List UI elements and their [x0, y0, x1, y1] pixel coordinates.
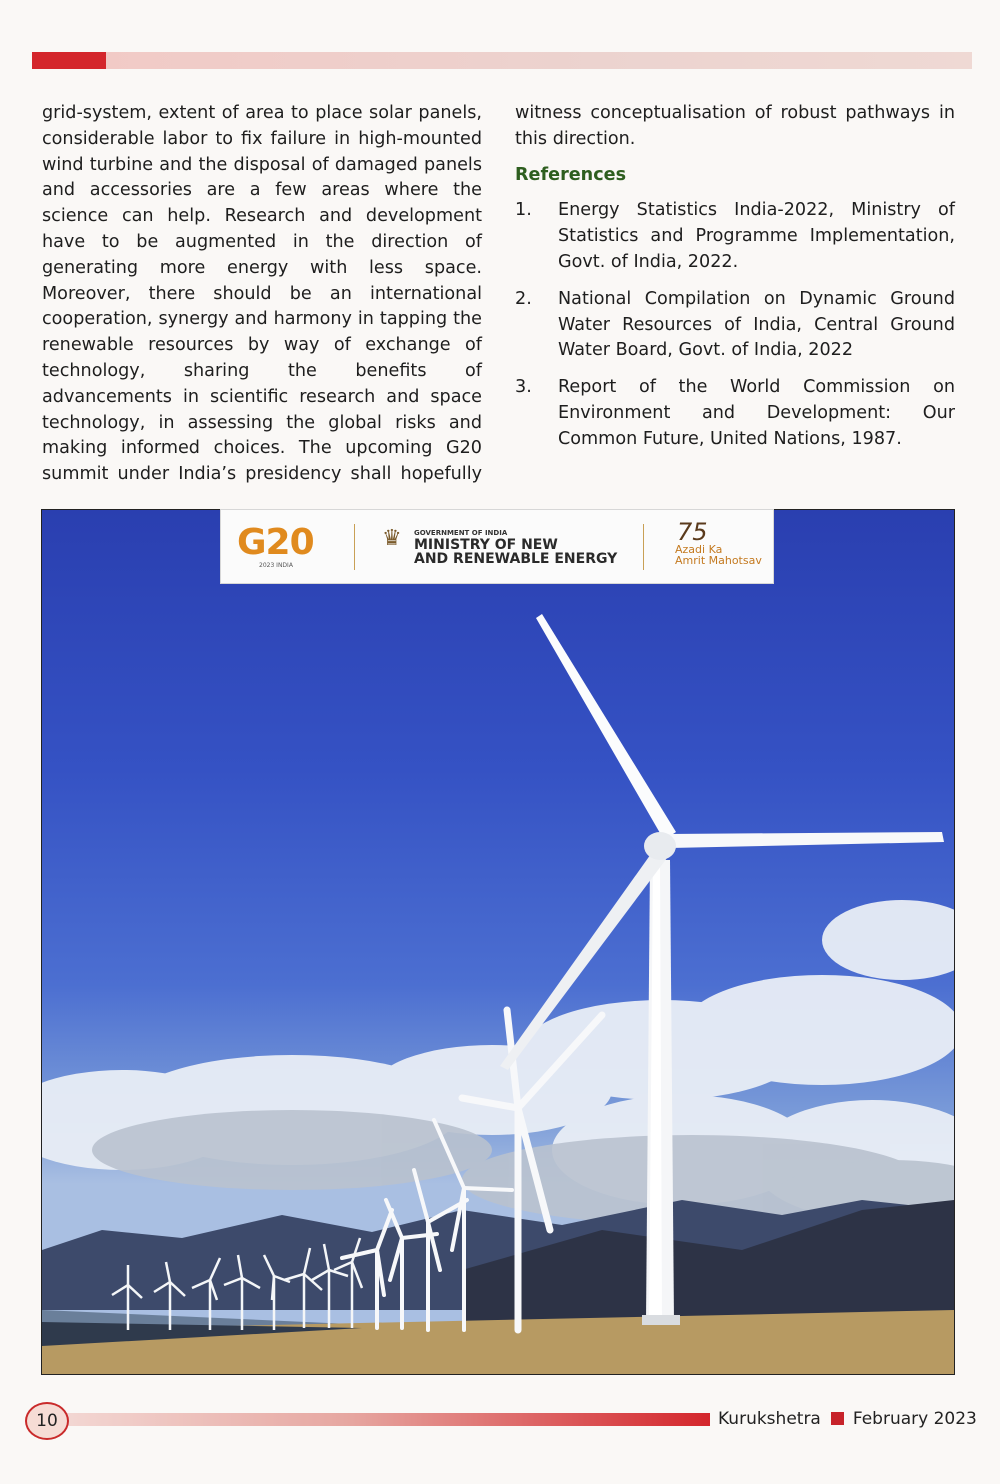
reference-number: 3.	[515, 377, 532, 398]
header-rule-accent	[32, 52, 106, 69]
ministry-line-2: AND RENEWABLE ENERGY	[414, 551, 618, 567]
body-paragraph-right: witness conceptualisation of robust pathways in this direction.	[515, 103, 955, 149]
issue-date: February 2023	[852, 1409, 977, 1429]
page-number: 10	[25, 1402, 69, 1440]
wind-farm-illustration	[42, 510, 954, 1374]
reference-number: 2.	[515, 288, 532, 309]
reference-text: Report of the World Commission on Environment and Development: Our Common Future, United Nations, 1987.	[558, 377, 955, 449]
reference-item	[515, 198, 955, 275]
reference-text: National Compilation on Dynamic Ground Water Resources of India, Central Ground Water Board, Govt. of India, 2022	[558, 288, 955, 361]
footer-square-icon	[831, 1412, 844, 1425]
body-paragraph-left: grid-system, extent of area to place solar panels, considerable labor to fix failure in high-mounted wind turbine and the disposal of damaged panels and accessories are a few areas where the science can help. Research and development have to be augmented in the direction of generating more energy with less space. Moreover, there should be an international cooperation, synergy and harmony in tapping the renewable resources by way of exchange of technology, sharing the benefits of advancements in scientific research and space technology, in assessing the global risks and making informed choices. The upcoming G20 summit under India’s presidency shall hopefully	[42, 103, 482, 485]
references-heading: References	[515, 164, 627, 185]
national-emblem-icon: ♛	[382, 526, 402, 551]
logo-banner	[220, 509, 774, 584]
azadi-line-1: Azadi Ka	[675, 543, 723, 556]
g20-logo: G20	[237, 522, 314, 563]
azadi-75-logo: 75	[677, 518, 708, 546]
header-rule	[32, 52, 972, 69]
azadi-line-2: Amrit Mahotsav	[675, 554, 762, 567]
reference-item	[515, 287, 955, 364]
footer-credit	[718, 1409, 977, 1429]
logo-divider	[354, 524, 355, 570]
ministry-name	[414, 538, 617, 566]
reference-item	[515, 375, 955, 452]
g20-logo-subtitle: 2023 INDIA	[259, 562, 293, 569]
logo-divider	[643, 524, 644, 570]
reference-text: Energy Statistics India-2022, Ministry of Statistics and Programme Implementation, Govt. of India, 2022.	[558, 200, 955, 272]
reference-number: 1.	[515, 200, 532, 221]
ministry-line-1: MINISTRY OF NEW	[414, 537, 558, 553]
government-label: GOVERNMENT OF INDIA	[414, 529, 508, 537]
right-column	[515, 101, 955, 464]
left-column	[42, 101, 482, 488]
azadi-logo-text	[675, 544, 762, 566]
wind-turbine-photo	[41, 509, 955, 1375]
footer-rule	[58, 1413, 710, 1426]
magazine-name: Kurukshetra	[718, 1409, 821, 1429]
